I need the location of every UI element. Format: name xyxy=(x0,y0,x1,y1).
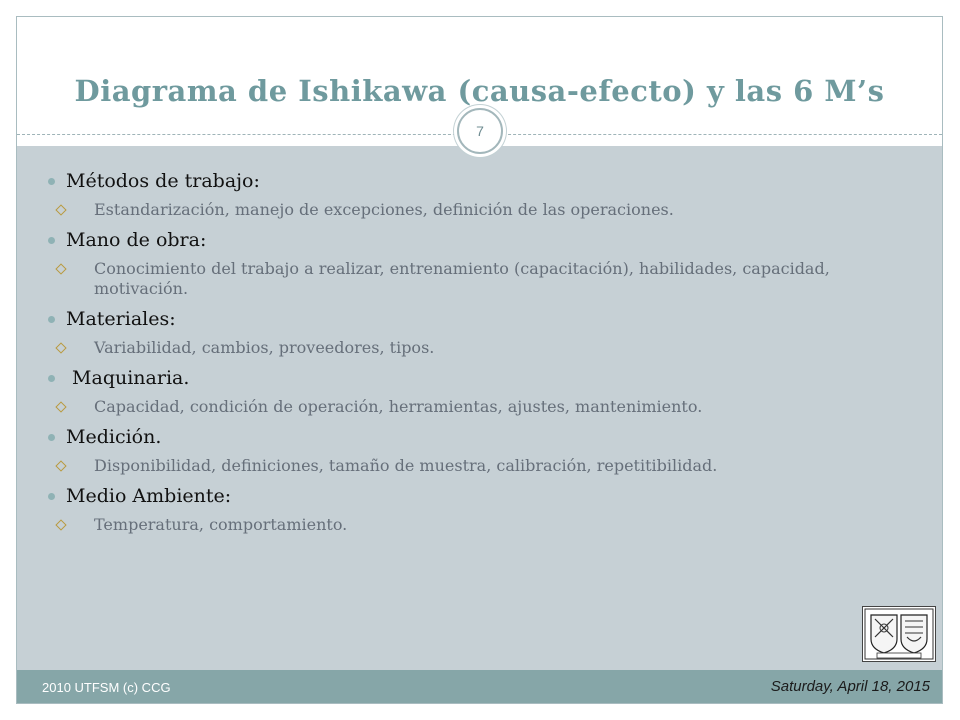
bullet-detail-row xyxy=(48,200,874,220)
bullet-detail-row xyxy=(48,338,874,358)
diamond-bullet-icon xyxy=(55,342,66,353)
bullet-dot-icon xyxy=(48,178,55,185)
bullet-list xyxy=(48,168,928,542)
bullet-dot-icon xyxy=(48,434,55,441)
bullet-heading-row xyxy=(48,483,928,509)
bullet-detail: Estandarización, manejo de excepciones, definición de las operaciones. xyxy=(94,200,674,219)
slide-number-badge xyxy=(457,108,503,154)
bullet-detail: Temperatura, comportamiento. xyxy=(94,515,348,534)
list-item xyxy=(48,483,928,535)
crest-drawing xyxy=(863,607,935,661)
bullet-heading: Medio Ambiente: xyxy=(66,485,232,507)
diamond-bullet-icon xyxy=(55,460,66,471)
bullet-detail-row xyxy=(48,515,874,535)
footer-date: Saturday, April 18, 2015 xyxy=(770,678,930,695)
list-item xyxy=(48,424,928,476)
bullet-detail: Capacidad, condición de operación, herramientas, ajustes, mantenimiento. xyxy=(94,397,703,416)
footer-copyright: 2010 UTFSM (c) CCG xyxy=(42,680,171,695)
bullet-dot-icon xyxy=(48,493,55,500)
diamond-bullet-icon xyxy=(55,204,66,215)
list-item xyxy=(48,227,928,299)
list-item xyxy=(48,168,928,220)
bullet-detail: Disponibilidad, definiciones, tamaño de muestra, calibración, repetitibilidad. xyxy=(94,456,718,475)
bullet-detail-row xyxy=(48,397,914,417)
bullet-detail: Variabilidad, cambios, proveedores, tipos. xyxy=(94,338,435,357)
bullet-heading-row xyxy=(48,168,928,194)
bullet-heading: Mano de obra: xyxy=(66,229,207,251)
bullet-detail-row xyxy=(48,259,874,299)
bullet-dot-icon xyxy=(48,375,55,382)
bullet-dot-icon xyxy=(48,316,55,323)
bullet-heading-row xyxy=(48,424,928,450)
bullet-detail-row xyxy=(48,456,934,476)
slide-number: 7 xyxy=(476,123,484,139)
slide-title: Diagrama de Ishikawa (causa-efecto) y las 6 M’s xyxy=(74,74,885,108)
bullet-heading: Materiales: xyxy=(66,308,176,330)
bullet-detail: Conocimiento del trabajo a realizar, entrenamiento (capacitación), habilidades, capacidad, motivación. xyxy=(94,259,830,298)
bullet-heading-row xyxy=(48,227,928,253)
bullet-heading: Maquinaria. xyxy=(66,367,190,389)
bullet-heading: Medición. xyxy=(66,426,162,448)
diamond-bullet-icon xyxy=(55,263,66,274)
bullet-heading: Métodos de trabajo: xyxy=(66,170,260,192)
list-item xyxy=(48,365,928,417)
bullet-dot-icon xyxy=(48,237,55,244)
university-crest-icon xyxy=(862,606,936,662)
list-item xyxy=(48,306,928,358)
diamond-bullet-icon xyxy=(55,519,66,530)
diamond-bullet-icon xyxy=(55,401,66,412)
bullet-heading-row xyxy=(48,365,928,391)
bullet-heading-row xyxy=(48,306,928,332)
